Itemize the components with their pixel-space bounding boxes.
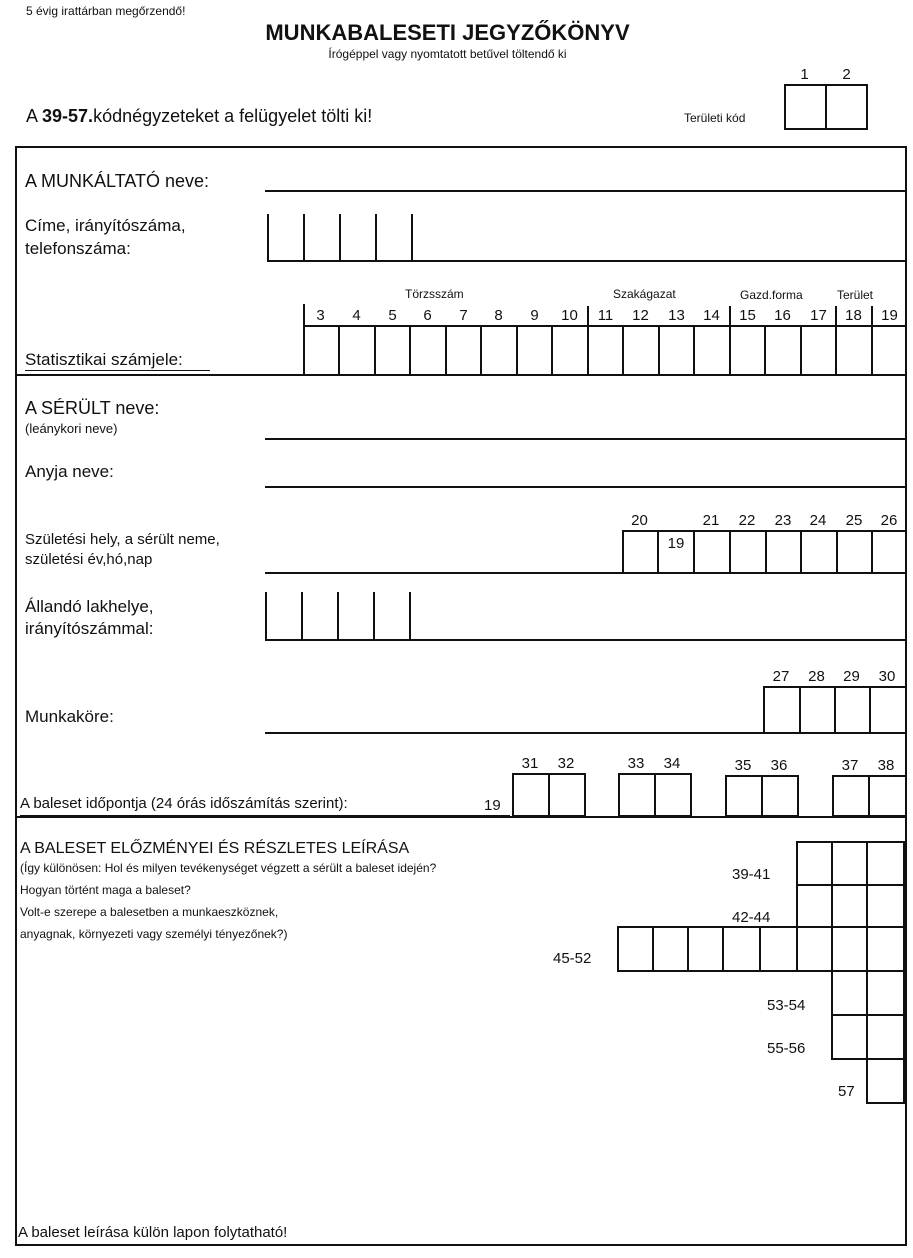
code-box-40[interactable] <box>831 841 868 886</box>
stat-grid-divider <box>693 325 695 374</box>
stat-num: 8 <box>494 307 503 324</box>
job-grid-divider <box>869 686 871 733</box>
mother-name-field[interactable] <box>265 486 905 488</box>
code-box-43[interactable] <box>831 884 868 928</box>
stat-num: 9 <box>530 307 539 324</box>
stat-grid-divider <box>871 306 873 374</box>
job-grid-divider <box>799 686 801 733</box>
employer-name-field[interactable] <box>265 190 905 192</box>
time-num: 38 <box>877 757 895 774</box>
birth-num: 26 <box>880 512 898 529</box>
birth-num-20: 20 <box>631 512 648 529</box>
code-box-45[interactable] <box>617 926 654 972</box>
time-box-35[interactable] <box>725 775 763 817</box>
stat-grid-divider <box>764 325 766 374</box>
code-53-54: 53-54 <box>767 997 806 1014</box>
footer-note: A baleset leírása külön lapon folytatható! <box>18 1224 288 1241</box>
stat-num: 15 <box>739 307 756 324</box>
time-box-34[interactable] <box>654 773 692 817</box>
stat-grid-divider <box>480 325 482 374</box>
job-num: 29 <box>843 668 860 685</box>
birth-grid-divider <box>800 530 802 573</box>
code-box-48[interactable] <box>722 926 761 972</box>
retention-note: 5 évig irattárban megőrzendő! <box>26 4 186 18</box>
birth-grid-divider <box>693 530 695 573</box>
birth-label-1: Születési hely, a sérült neme, <box>25 531 220 548</box>
zip-box-divider <box>375 214 377 261</box>
area-code-num-1: 1 <box>800 66 809 83</box>
time-num: 37 <box>841 757 859 774</box>
time-num: 31 <box>521 755 539 772</box>
employer-address-field[interactable] <box>267 260 905 262</box>
stat-num: 19 <box>881 307 898 324</box>
code-45-52: 45-52 <box>553 950 592 967</box>
residence-field[interactable] <box>265 639 905 641</box>
stat-grid-divider <box>516 325 518 374</box>
maiden-name-label: (leánykori neve) <box>25 421 118 436</box>
stat-grid-divider <box>835 306 837 374</box>
stat-grid-divider <box>374 325 376 374</box>
time-box-36[interactable] <box>761 775 799 817</box>
code-42-44: 42-44 <box>732 909 771 926</box>
stat-num: 18 <box>845 307 862 324</box>
birth-num: 25 <box>845 512 863 529</box>
accident-desc-line-2: Hogyan történt maga a baleset? <box>20 883 191 897</box>
time-label-underline <box>20 815 510 816</box>
accident-time-label: A baleset időpontja (24 órás időszámítás szerint): <box>20 795 348 812</box>
area-code-box-1[interactable] <box>784 84 827 130</box>
supervision-instruction: A 39-57.kódnégyzeteket a felügyelet tölti ki! <box>26 106 373 126</box>
area-code-label: Területi kód <box>684 111 746 125</box>
res-zip-divider <box>301 592 303 640</box>
birth-num: 24 <box>809 512 827 529</box>
time-box-31[interactable] <box>512 773 550 817</box>
group-torzsszam: Törzsszám <box>405 287 464 301</box>
stat-grid-divider <box>800 325 802 374</box>
stat-num: 16 <box>774 307 791 324</box>
job-num: 30 <box>878 668 896 685</box>
residence-label-2: irányítószámmal: <box>25 619 154 638</box>
stat-grid-divider <box>409 325 411 374</box>
area-code-box-2[interactable] <box>825 84 868 130</box>
zip-box-divider <box>339 214 341 261</box>
injured-name-label: A SÉRÜLT neve: <box>25 398 160 418</box>
res-zip-divider <box>337 592 339 640</box>
form-title: MUNKABALESETI JEGYZŐKÖNYV <box>265 20 630 45</box>
employer-address-label-2: telefonszáma: <box>25 239 131 258</box>
stat-num: 3 <box>316 307 325 324</box>
code-box-56[interactable] <box>866 1014 905 1060</box>
stat-grid-divider <box>445 325 447 374</box>
code-box-44[interactable] <box>866 884 905 928</box>
stat-grid-divider <box>303 304 305 374</box>
accident-desc-line-4: anyagnak, környezeti vagy személyi tényezőnek?) <box>20 927 288 941</box>
job-grid-divider <box>834 686 836 733</box>
time-num: 32 <box>557 755 575 772</box>
stat-num: 7 <box>459 307 468 324</box>
job-num: 28 <box>808 668 825 685</box>
job-label: Munkaköre: <box>25 707 114 726</box>
stat-num: 5 <box>388 307 397 324</box>
accident-desc-line-1: (Így különösen: Hol és milyen tevékenységet végzett a sérült a baleset idején? <box>20 861 437 875</box>
birth-field[interactable] <box>265 572 907 574</box>
code-55-56: 55-56 <box>767 1040 806 1057</box>
code-box-57[interactable] <box>866 1058 905 1104</box>
time-num: 35 <box>734 757 752 774</box>
group-terulet: Terület <box>837 288 874 302</box>
res-zip-divider <box>373 592 375 640</box>
time-num: 36 <box>770 757 788 774</box>
stat-num: 11 <box>597 307 614 324</box>
code-box-46[interactable] <box>652 926 689 972</box>
code-box-41[interactable] <box>866 841 905 886</box>
time-box-38[interactable] <box>868 775 907 817</box>
stat-num: 6 <box>423 307 432 324</box>
stat-grid-divider <box>658 325 660 374</box>
birth-num: 22 <box>738 512 756 529</box>
code-box-50[interactable] <box>796 926 833 972</box>
birth-grid-divider <box>871 530 873 573</box>
birth-century: 19 <box>667 535 685 552</box>
stat-num: 14 <box>703 307 720 324</box>
birth-label-2: születési év,hó,nap <box>25 551 153 568</box>
time-num: 33 <box>627 755 645 772</box>
stat-num: 17 <box>810 307 827 324</box>
job-grid-divider <box>763 686 765 733</box>
code-box-52[interactable] <box>866 926 905 972</box>
code-box-55[interactable] <box>831 1014 868 1060</box>
res-zip-divider <box>265 592 267 640</box>
stat-grid-divider <box>338 325 340 374</box>
birth-num: 23 <box>774 512 792 529</box>
employer-address-label-1: Címe, irányítószáma, <box>25 216 186 235</box>
code-box-42[interactable] <box>796 884 833 928</box>
stat-num: 10 <box>561 307 578 324</box>
code-box-54[interactable] <box>866 970 905 1016</box>
stat-grid-divider <box>622 325 624 374</box>
stat-label: Statisztikai számjele: <box>25 350 183 369</box>
birth-grid-divider <box>729 530 731 573</box>
residence-label-1: Állandó lakhelye, <box>25 597 154 616</box>
code-box-49[interactable] <box>759 926 798 972</box>
job-field[interactable] <box>265 732 907 734</box>
stat-grid-divider <box>587 306 589 374</box>
accident-title: A BALESET ELŐZMÉNYEI ÉS RÉSZLETES LEÍRÁSA <box>20 840 410 857</box>
group-szakagazat: Szakágazat <box>613 287 676 301</box>
stat-num: 13 <box>668 307 685 324</box>
res-zip-divider <box>409 592 411 640</box>
employer-section-divider <box>15 374 907 376</box>
zip-box-divider <box>303 214 305 261</box>
stat-label-underline <box>25 370 210 371</box>
code-box-47[interactable] <box>687 926 724 972</box>
birth-grid-divider <box>836 530 838 573</box>
birth-num: 21 <box>702 512 720 529</box>
form-subtitle: Írógéppel vagy nyomtatott betűvel töltendő ki <box>328 47 567 61</box>
code-39-41: 39-41 <box>732 866 771 883</box>
code-box-51[interactable] <box>831 926 868 972</box>
time-box-33[interactable] <box>618 773 656 817</box>
injured-name-field[interactable] <box>265 438 905 440</box>
stat-grid-divider <box>551 325 553 374</box>
stat-num: 12 <box>632 307 649 324</box>
group-gazd-forma: Gazd.forma <box>740 288 803 302</box>
stat-num: 4 <box>352 307 361 324</box>
accident-desc-line-3: Volt-e szerepe a balesetben a munkaeszköznek, <box>20 905 279 919</box>
stat-grid-top <box>303 325 907 327</box>
time-num: 34 <box>663 755 681 772</box>
time-box-32[interactable] <box>548 773 586 817</box>
code-box-53[interactable] <box>831 970 868 1016</box>
code-57: 57 <box>838 1083 855 1100</box>
mother-name-label: Anyja neve: <box>25 462 114 481</box>
time-box-37[interactable] <box>832 775 870 817</box>
birth-grid-divider <box>765 530 767 573</box>
time-century: 19 <box>484 797 501 814</box>
job-num: 27 <box>772 668 790 685</box>
stat-grid-divider <box>729 306 731 374</box>
area-code-num-2: 2 <box>842 66 851 83</box>
zip-box-divider <box>411 214 413 261</box>
birth-grid-divider <box>622 530 624 573</box>
zip-box-divider <box>267 214 269 261</box>
code-box-39[interactable] <box>796 841 833 886</box>
employer-name-label: A MUNKÁLTATÓ neve: <box>25 171 210 191</box>
